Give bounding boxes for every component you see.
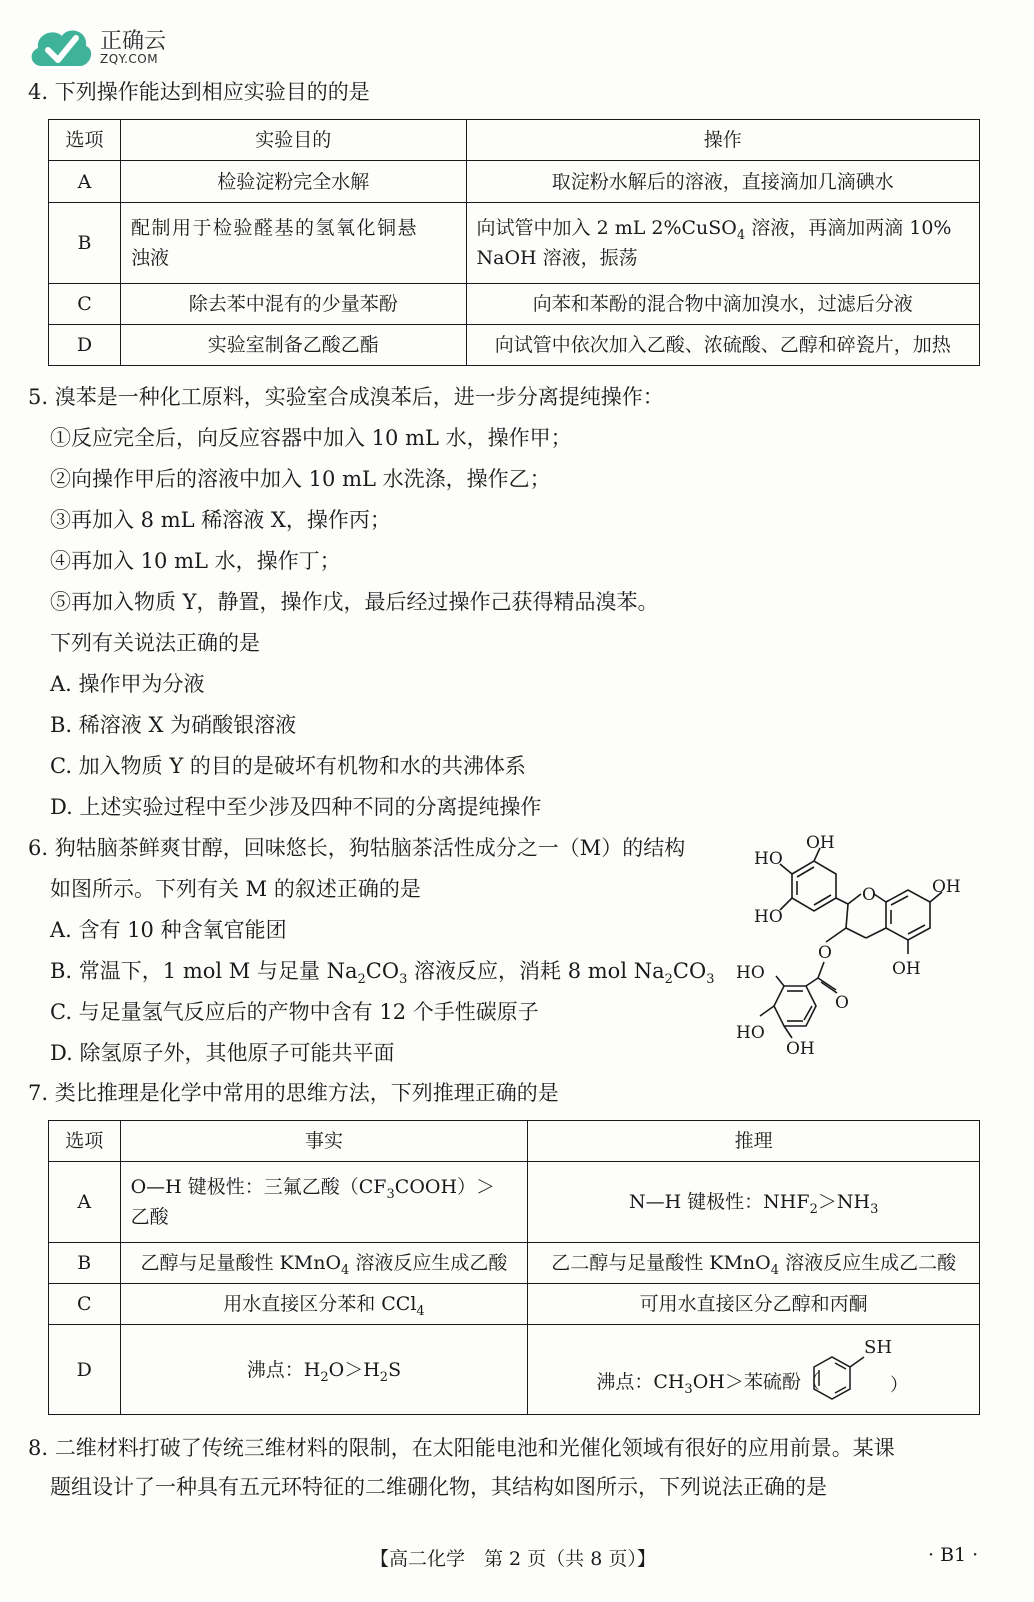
subscript: 3 — [386, 1186, 395, 1202]
row-inference — [528, 1325, 980, 1415]
table-header-row — [49, 1121, 980, 1162]
row-operation: 取淀粉水解后的溶液，直接滴加几滴碘水 — [466, 161, 979, 203]
q5-step: ③再加入 8 mL 稀溶液 X，操作丙； — [50, 508, 391, 532]
subscript: 3 — [870, 1201, 879, 1217]
row-purpose: 实验室制备乙酸乙酯 — [120, 325, 466, 366]
table-row — [49, 284, 980, 325]
inference-text: 沸点：CH — [596, 1370, 685, 1393]
label-oh-right: OH — [932, 877, 961, 897]
subscript: 3 — [399, 972, 408, 988]
subscript: 3 — [684, 1381, 693, 1397]
header-option: 选项 — [49, 120, 121, 161]
header-purpose: 实验目的 — [120, 120, 466, 161]
inference-text: 乙二醇与足量酸性 KMnO — [551, 1252, 771, 1274]
q6-option-c: C. 与足量氢气反应后的产物中含有 12 个手性碳原子 — [50, 1000, 539, 1024]
purpose-line: 浊液 — [130, 247, 169, 269]
row-option: C — [49, 284, 121, 325]
label-oh-top: OH — [806, 833, 835, 853]
row-operation: 向试管中依次加入乙酸、浓硫酸、乙醇和碎瓷片，加热 — [466, 325, 979, 366]
q6-title: 6. 狗牯脑茶鲜爽甘醇，回味悠长，狗牯脑茶活性成分之一（M）的结构 — [28, 836, 686, 860]
label-ester-o: O — [818, 943, 832, 963]
q8-line-2: 题组设计了一种具有五元环特征的二维硼化物，其结构如图所示，下列说法正确的是 — [50, 1475, 827, 1499]
label-ho-bottom: HO — [736, 1023, 765, 1043]
row-option: A — [49, 1162, 121, 1243]
row-inference — [528, 1243, 980, 1284]
option-text: CO — [672, 959, 707, 983]
subscript: 4 — [341, 1262, 350, 1278]
subscript: 4 — [416, 1303, 425, 1319]
inference-text: ＞NH — [817, 1191, 871, 1213]
q5-step: ①反应完全后，向反应容器中加入 10 mL 水，操作甲； — [50, 426, 572, 450]
row-inference — [528, 1162, 980, 1243]
q5-title: 5. 溴苯是一种化工原料，实验室合成溴苯后，进一步分离提纯操作： — [28, 385, 664, 409]
q5-step: ②向操作甲后的溶液中加入 10 mL 水洗涤，操作乙； — [50, 467, 551, 491]
inference-text: 溶液反应生成乙二酸 — [779, 1252, 957, 1274]
row-option: A — [49, 161, 121, 203]
row-option: B — [49, 203, 121, 284]
row-fact — [120, 1325, 528, 1415]
q6-title-cont: 如图所示。下列有关 M 的叙述正确的是 — [50, 877, 421, 901]
inference-close-paren: ） — [890, 1374, 909, 1396]
inference-text: N—H 键极性：NHF — [628, 1191, 810, 1213]
label-carbonyl-o: O — [835, 993, 849, 1013]
label-sh: SH — [864, 1336, 893, 1358]
q7-title: 7. 类比推理是化学中常用的思维方法，下列推理正确的是 — [28, 1081, 559, 1105]
label-oh-bottom: OH — [786, 1039, 815, 1059]
row-purpose — [120, 203, 466, 284]
thiophenol-structure — [800, 1331, 910, 1411]
fact-text: O—H 键极性：三氟乙酸（CF — [130, 1176, 387, 1198]
fact-text: COOH）＞ — [394, 1176, 496, 1198]
row-inference: 可用水直接区分乙醇和丙酮 — [528, 1284, 980, 1325]
row-option: D — [49, 1325, 121, 1415]
inference-text-line — [596, 1367, 820, 1397]
q4-table — [48, 119, 980, 366]
option-text: B. 常温下，1 mol M 与足量 Na — [50, 959, 358, 983]
fact-line: 乙酸 — [130, 1206, 169, 1228]
logo-url: ZQY.COM — [100, 52, 159, 66]
operation-text: 溶液，再滴加两滴 10% — [745, 217, 952, 239]
subscript: 2 — [357, 972, 366, 988]
subscript: 3 — [706, 972, 715, 988]
table-row — [49, 1284, 980, 1325]
table-row — [49, 1243, 980, 1284]
table-header-row — [49, 120, 980, 161]
zqy-logo — [28, 22, 208, 72]
row-fact — [120, 1162, 528, 1243]
fact-text: 用水直接区分苯和 CCl — [223, 1293, 417, 1315]
q5-step: ④再加入 10 mL 水，操作丁； — [50, 549, 341, 573]
table-row — [49, 325, 980, 366]
q8-line-1: 8. 二维材料打破了传统三维材料的限制，在太阳能电池和光催化领域有很好的应用前景。某课 — [28, 1436, 895, 1460]
header-option: 选项 — [49, 1121, 121, 1162]
label-ho-lower: HO — [736, 963, 765, 983]
footer-page-info: 【高二化学 第 2 页（共 8 页）】 — [370, 1548, 656, 1570]
fact-text: 沸点：H — [246, 1358, 321, 1381]
row-option: C — [49, 1284, 121, 1325]
purpose-line: 配制用于检验醛基的氢氧化铜悬 — [130, 217, 418, 239]
row-purpose: 除去苯中混有的少量苯酚 — [120, 284, 466, 325]
q7-table — [48, 1120, 980, 1415]
option-text: CO — [365, 959, 400, 983]
q4-title: 4. 下列操作能达到相应实验目的的是 — [28, 80, 370, 104]
subscript: 2 — [320, 1369, 329, 1385]
row-operation: 向苯和苯酚的混合物中滴加溴水，过滤后分液 — [466, 284, 979, 325]
q5-option-b: B. 稀溶液 X 为硝酸银溶液 — [50, 713, 297, 737]
label-ho-upper: HO — [754, 849, 783, 869]
molecule-m-structure — [736, 830, 972, 1066]
q5-step: ⑤再加入物质 Y，静置，操作戊，最后经过操作己获得精品溴苯。 — [50, 590, 659, 614]
inference-with-structure — [538, 1327, 969, 1413]
operation-line — [477, 213, 969, 243]
row-purpose: 检验淀粉完全水解 — [120, 161, 466, 203]
fact-text: S — [388, 1358, 402, 1381]
subscript: 2 — [379, 1369, 389, 1385]
label-ho-mid: HO — [754, 907, 783, 927]
header-fact: 事实 — [120, 1121, 528, 1162]
row-operation — [466, 203, 979, 284]
subscript: 4 — [736, 227, 746, 243]
q6-option-b — [50, 957, 715, 988]
q5-question: 下列有关说法正确的是 — [50, 631, 260, 655]
inference-text: OH＞苯硫酚（ — [692, 1370, 820, 1393]
logo-name: 正确云 — [100, 29, 167, 54]
table-row — [49, 203, 980, 284]
fact-text: O＞H — [328, 1358, 380, 1381]
header-operation: 操作 — [466, 120, 979, 161]
row-fact — [120, 1243, 528, 1284]
fact-text: 溶液反应生成乙酸 — [349, 1252, 508, 1274]
table-row — [49, 1325, 980, 1415]
table-row — [49, 1162, 980, 1243]
logo-check-icon — [28, 22, 94, 72]
header-inference: 推理 — [528, 1121, 980, 1162]
option-text: 溶液反应，消耗 8 mol Na — [407, 959, 665, 983]
row-option: D — [49, 325, 121, 366]
q6-option-a: A. 含有 10 种含氧官能团 — [50, 918, 287, 942]
q5-option-a: A. 操作甲为分液 — [50, 672, 205, 696]
subscript: 2 — [809, 1201, 818, 1217]
q5-option-c: C. 加入物质 Y 的目的是破坏有机物和水的共沸体系 — [50, 754, 526, 778]
row-option: B — [49, 1243, 121, 1284]
operation-line: NaOH 溶液，振荡 — [476, 247, 638, 269]
subscript: 4 — [770, 1262, 780, 1278]
fact-line — [131, 1172, 518, 1202]
footer-code: · B1 · — [928, 1544, 979, 1566]
table-row — [49, 161, 980, 203]
subscript: 2 — [664, 972, 673, 988]
q5-option-d: D. 上述实验过程中至少涉及四种不同的分离提纯操作 — [50, 795, 542, 819]
q6-option-d: D. 除氢原子外，其他原子可能共平面 — [50, 1041, 395, 1065]
label-oh-lower-right: OH — [892, 959, 921, 979]
row-fact — [120, 1284, 528, 1325]
operation-text: 向试管中加入 2 mL 2%CuSO — [476, 217, 737, 239]
label-ring-o: O — [862, 885, 876, 905]
fact-text: 乙醇与足量酸性 KMnO — [140, 1252, 342, 1274]
